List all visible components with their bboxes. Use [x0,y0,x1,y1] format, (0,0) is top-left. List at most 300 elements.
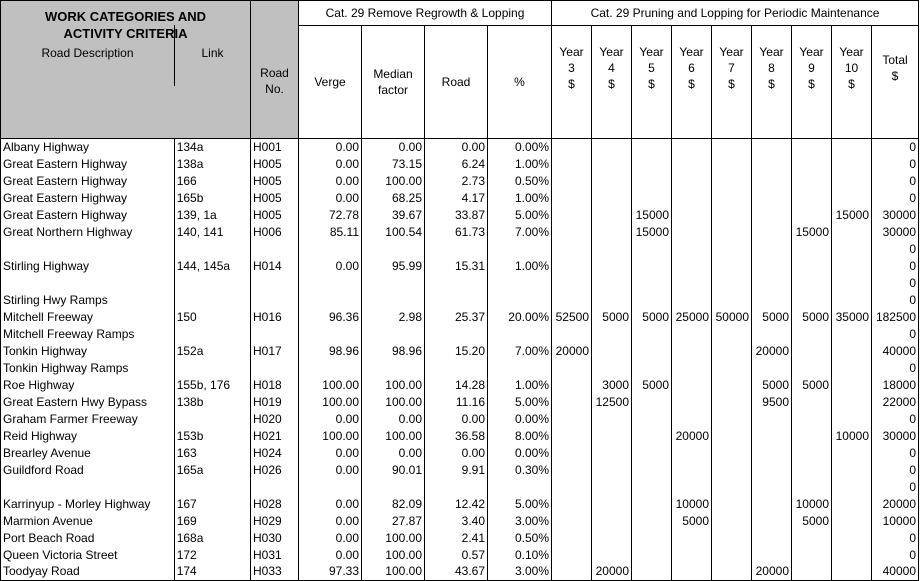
year-7-cell[interactable] [712,189,752,206]
year-10-cell[interactable] [832,512,872,529]
year-9-cell[interactable] [792,342,832,359]
road-cell[interactable]: 25.37 [425,308,488,325]
year-6-cell[interactable] [672,342,712,359]
year-10-cell[interactable] [832,495,872,512]
year-6-cell[interactable] [672,359,712,376]
year-9-cell[interactable] [792,172,832,189]
total-cell[interactable]: 30000 [872,427,919,444]
year-4-cell[interactable] [592,291,632,308]
year-3-cell[interactable] [552,138,592,155]
year-7-cell[interactable] [712,155,752,172]
percent-cell[interactable]: 0.00% [488,444,552,461]
year-8-cell[interactable] [752,223,792,240]
road-cell[interactable] [425,478,488,495]
road-no-cell[interactable]: H020 [251,410,299,427]
year-10-cell[interactable] [832,478,872,495]
road-cell[interactable]: 0.57 [425,546,488,563]
road-description-cell[interactable] [1,240,175,257]
verge-cell[interactable]: 0.00 [299,529,362,546]
year-9-cell[interactable]: 5000 [792,308,832,325]
link-cell[interactable]: 165b [174,189,250,206]
road-description-cell[interactable]: Great Northern Highway [1,223,175,240]
year-4-cell[interactable] [592,240,632,257]
total-cell[interactable]: 18000 [872,376,919,393]
year-4-cell[interactable]: 3000 [592,376,632,393]
year-10-cell[interactable] [832,257,872,274]
road-cell[interactable]: 4.17 [425,189,488,206]
link-cell[interactable]: 174 [174,563,250,580]
year-4-cell[interactable] [592,461,632,478]
year-6-cell[interactable]: 20000 [672,427,712,444]
link-cell[interactable]: 168a [174,529,250,546]
year-8-cell[interactable]: 5000 [752,376,792,393]
year-7-cell[interactable] [712,223,752,240]
year-4-cell[interactable] [592,410,632,427]
year-3-cell[interactable] [552,274,592,291]
road-cell[interactable]: 2.41 [425,529,488,546]
year-9-cell[interactable] [792,393,832,410]
year-5-cell[interactable] [632,512,672,529]
link-cell[interactable] [174,291,250,308]
year-6-cell[interactable] [672,189,712,206]
link-cell[interactable]: 153b [174,427,250,444]
year-4-cell[interactable] [592,478,632,495]
year-3-cell[interactable] [552,495,592,512]
road-cell[interactable]: 15.31 [425,257,488,274]
total-cell[interactable]: 0 [872,444,919,461]
road-no-cell[interactable]: H029 [251,512,299,529]
percent-cell[interactable]: 0.00% [488,410,552,427]
median-factor-cell[interactable]: 82.09 [362,495,425,512]
year-3-cell[interactable] [552,529,592,546]
year-4-cell[interactable] [592,529,632,546]
year-10-cell[interactable] [832,342,872,359]
year-7-cell[interactable] [712,529,752,546]
median-factor-cell[interactable]: 100.00 [362,172,425,189]
total-cell[interactable]: 40000 [872,563,919,580]
verge-cell[interactable]: 0.00 [299,155,362,172]
year-5-cell[interactable] [632,240,672,257]
year-6-cell[interactable]: 10000 [672,495,712,512]
year-3-cell[interactable]: 20000 [552,342,592,359]
year-8-cell[interactable] [752,172,792,189]
year-4-cell[interactable] [592,444,632,461]
year-10-cell[interactable]: 15000 [832,206,872,223]
link-cell[interactable]: 150 [174,308,250,325]
road-description-cell[interactable]: Albany Highway [1,138,175,155]
verge-cell[interactable]: 0.00 [299,257,362,274]
percent-cell[interactable]: 0.00% [488,138,552,155]
year-6-cell[interactable]: 5000 [672,512,712,529]
year-9-cell[interactable] [792,563,832,580]
year-3-cell[interactable] [552,223,592,240]
year-8-cell[interactable] [752,274,792,291]
year-6-cell[interactable] [672,393,712,410]
year-6-cell[interactable] [672,410,712,427]
road-no-cell[interactable]: H005 [251,172,299,189]
total-cell[interactable]: 30000 [872,223,919,240]
road-description-cell[interactable] [1,478,175,495]
median-factor-cell[interactable]: 95.99 [362,257,425,274]
link-cell[interactable] [174,359,250,376]
percent-cell[interactable]: 1.00% [488,155,552,172]
year-10-cell[interactable] [832,325,872,342]
road-cell[interactable]: 2.73 [425,172,488,189]
median-factor-cell[interactable] [362,274,425,291]
year-6-cell[interactable] [672,240,712,257]
road-cell[interactable]: 61.73 [425,223,488,240]
verge-cell[interactable]: 0.00 [299,138,362,155]
percent-cell[interactable]: 7.00% [488,223,552,240]
percent-cell[interactable]: 8.00% [488,427,552,444]
road-description-cell[interactable]: Tonkin Highway [1,342,175,359]
total-cell[interactable]: 0 [872,410,919,427]
year-10-cell[interactable] [832,444,872,461]
total-cell[interactable]: 0 [872,461,919,478]
road-no-cell[interactable]: H031 [251,546,299,563]
year-4-cell[interactable] [592,325,632,342]
year-8-cell[interactable] [752,206,792,223]
year-5-cell[interactable] [632,325,672,342]
link-cell[interactable]: 138a [174,155,250,172]
year-7-cell[interactable] [712,410,752,427]
year-4-cell[interactable]: 5000 [592,308,632,325]
road-description-cell[interactable]: Marmion Avenue [1,512,175,529]
year-5-cell[interactable] [632,495,672,512]
year-9-cell[interactable] [792,240,832,257]
link-cell[interactable]: 140, 141 [174,223,250,240]
year-6-cell[interactable] [672,563,712,580]
year-3-cell[interactable] [552,155,592,172]
road-description-cell[interactable]: Port Beach Road [1,529,175,546]
road-no-cell[interactable] [251,478,299,495]
year-10-cell[interactable] [832,461,872,478]
verge-cell[interactable]: 0.00 [299,410,362,427]
year-10-cell[interactable] [832,546,872,563]
year-7-cell[interactable] [712,444,752,461]
year-9-cell[interactable] [792,325,832,342]
year-6-cell[interactable] [672,291,712,308]
year-9-cell[interactable]: 10000 [792,495,832,512]
percent-cell[interactable]: 1.00% [488,376,552,393]
year-7-cell[interactable] [712,138,752,155]
year-6-cell[interactable] [672,461,712,478]
year-4-cell[interactable] [592,359,632,376]
year-10-cell[interactable] [832,376,872,393]
total-cell[interactable]: 20000 [872,495,919,512]
median-factor-cell[interactable]: 100.00 [362,546,425,563]
road-cell[interactable]: 14.28 [425,376,488,393]
year-10-cell[interactable]: 10000 [832,427,872,444]
year-9-cell[interactable] [792,291,832,308]
link-cell[interactable]: 139, 1a [174,206,250,223]
year-9-cell[interactable] [792,444,832,461]
year-4-cell[interactable] [592,257,632,274]
year-5-cell[interactable] [632,291,672,308]
road-no-cell[interactable]: H019 [251,393,299,410]
median-factor-cell[interactable]: 0.00 [362,138,425,155]
year-5-cell[interactable] [632,138,672,155]
percent-cell[interactable]: 3.00% [488,512,552,529]
road-description-cell[interactable]: Great Eastern Hwy Bypass [1,393,175,410]
road-description-cell[interactable]: Mitchell Freeway [1,308,175,325]
total-cell[interactable]: 0 [872,172,919,189]
road-cell[interactable] [425,291,488,308]
link-cell[interactable]: 167 [174,495,250,512]
road-cell[interactable] [425,359,488,376]
year-10-cell[interactable] [832,529,872,546]
road-description-cell[interactable]: Stirling Hwy Ramps [1,291,175,308]
year-3-cell[interactable] [552,563,592,580]
road-no-cell[interactable]: H001 [251,138,299,155]
road-description-cell[interactable] [1,274,175,291]
year-3-cell[interactable] [552,393,592,410]
percent-cell[interactable]: 0.30% [488,461,552,478]
median-factor-cell[interactable]: 68.25 [362,189,425,206]
year-4-cell[interactable] [592,274,632,291]
verge-cell[interactable]: 100.00 [299,376,362,393]
year-9-cell[interactable] [792,461,832,478]
link-cell[interactable]: 169 [174,512,250,529]
median-factor-cell[interactable]: 27.87 [362,512,425,529]
road-cell[interactable] [425,325,488,342]
year-6-cell[interactable] [672,138,712,155]
median-factor-cell[interactable]: 90.01 [362,461,425,478]
road-cell[interactable]: 0.00 [425,410,488,427]
year-3-cell[interactable] [552,325,592,342]
median-factor-cell[interactable] [362,240,425,257]
year-9-cell[interactable] [792,546,832,563]
road-no-cell[interactable]: H018 [251,376,299,393]
road-no-cell[interactable]: H005 [251,155,299,172]
total-cell[interactable]: 182500 [872,308,919,325]
year-5-cell[interactable] [632,274,672,291]
year-4-cell[interactable] [592,427,632,444]
year-8-cell[interactable] [752,291,792,308]
year-7-cell[interactable] [712,342,752,359]
year-3-cell[interactable] [552,257,592,274]
verge-cell[interactable] [299,478,362,495]
year-8-cell[interactable] [752,359,792,376]
year-5-cell[interactable] [632,410,672,427]
road-no-cell[interactable] [251,274,299,291]
year-5-cell[interactable] [632,257,672,274]
median-factor-cell[interactable]: 100.00 [362,393,425,410]
road-no-cell[interactable]: H028 [251,495,299,512]
total-cell[interactable]: 0 [872,546,919,563]
road-no-cell[interactable]: H024 [251,444,299,461]
road-no-cell[interactable] [251,240,299,257]
year-7-cell[interactable] [712,291,752,308]
percent-cell[interactable]: 1.00% [488,257,552,274]
percent-cell[interactable]: 20.00% [488,308,552,325]
median-factor-cell[interactable]: 100.00 [362,376,425,393]
year-4-cell[interactable] [592,495,632,512]
year-8-cell[interactable] [752,427,792,444]
link-cell[interactable]: 155b, 176 [174,376,250,393]
year-3-cell[interactable] [552,512,592,529]
year-6-cell[interactable] [672,206,712,223]
year-8-cell[interactable] [752,240,792,257]
year-3-cell[interactable] [552,189,592,206]
road-no-cell[interactable]: H030 [251,529,299,546]
year-5-cell[interactable] [632,155,672,172]
year-3-cell[interactable] [552,172,592,189]
road-no-cell[interactable] [251,359,299,376]
percent-cell[interactable] [488,478,552,495]
road-no-cell[interactable]: H014 [251,257,299,274]
road-cell[interactable]: 36.58 [425,427,488,444]
link-cell[interactable]: 165a [174,461,250,478]
year-7-cell[interactable] [712,376,752,393]
road-no-cell[interactable]: H006 [251,223,299,240]
total-cell[interactable]: 22000 [872,393,919,410]
year-9-cell[interactable]: 5000 [792,376,832,393]
total-cell[interactable]: 0 [872,359,919,376]
year-10-cell[interactable] [832,189,872,206]
link-cell[interactable]: 163 [174,444,250,461]
median-factor-cell[interactable]: 73.15 [362,155,425,172]
year-9-cell[interactable] [792,257,832,274]
year-6-cell[interactable] [672,478,712,495]
total-cell[interactable]: 40000 [872,342,919,359]
year-8-cell[interactable]: 5000 [752,308,792,325]
total-cell[interactable]: 0 [872,325,919,342]
percent-cell[interactable]: 5.00% [488,393,552,410]
link-cell[interactable] [174,240,250,257]
year-9-cell[interactable] [792,138,832,155]
year-9-cell[interactable] [792,478,832,495]
percent-cell[interactable]: 3.00% [488,563,552,580]
year-8-cell[interactable]: 9500 [752,393,792,410]
year-7-cell[interactable] [712,512,752,529]
total-cell[interactable]: 0 [872,529,919,546]
median-factor-cell[interactable]: 0.00 [362,444,425,461]
link-cell[interactable]: 144, 145a [174,257,250,274]
percent-cell[interactable]: 7.00% [488,342,552,359]
percent-cell[interactable] [488,274,552,291]
road-no-cell[interactable]: H033 [251,563,299,580]
year-7-cell[interactable] [712,478,752,495]
year-8-cell[interactable] [752,478,792,495]
year-9-cell[interactable] [792,155,832,172]
year-10-cell[interactable]: 35000 [832,308,872,325]
year-3-cell[interactable] [552,206,592,223]
year-8-cell[interactable] [752,257,792,274]
road-description-cell[interactable]: Great Eastern Highway [1,172,175,189]
year-7-cell[interactable]: 50000 [712,308,752,325]
link-cell[interactable]: 134a [174,138,250,155]
year-4-cell[interactable] [592,189,632,206]
year-10-cell[interactable] [832,138,872,155]
verge-cell[interactable]: 0.00 [299,172,362,189]
verge-cell[interactable]: 0.00 [299,495,362,512]
year-8-cell[interactable] [752,529,792,546]
year-8-cell[interactable]: 20000 [752,563,792,580]
total-cell[interactable]: 0 [872,155,919,172]
year-10-cell[interactable] [832,223,872,240]
road-cell[interactable]: 11.16 [425,393,488,410]
year-7-cell[interactable] [712,461,752,478]
year-3-cell[interactable] [552,461,592,478]
percent-cell[interactable] [488,359,552,376]
year-7-cell[interactable] [712,172,752,189]
verge-cell[interactable]: 0.00 [299,546,362,563]
year-3-cell[interactable]: 52500 [552,308,592,325]
median-factor-cell[interactable]: 100.00 [362,563,425,580]
link-cell[interactable]: 166 [174,172,250,189]
verge-cell[interactable]: 100.00 [299,427,362,444]
year-7-cell[interactable] [712,546,752,563]
year-7-cell[interactable] [712,427,752,444]
year-7-cell[interactable] [712,563,752,580]
total-cell[interactable]: 10000 [872,512,919,529]
year-9-cell[interactable] [792,410,832,427]
year-5-cell[interactable] [632,444,672,461]
verge-cell[interactable]: 85.11 [299,223,362,240]
road-description-cell[interactable]: Brearley Avenue [1,444,175,461]
year-8-cell[interactable] [752,444,792,461]
median-factor-cell[interactable] [362,325,425,342]
year-5-cell[interactable] [632,393,672,410]
year-5-cell[interactable]: 15000 [632,206,672,223]
year-5-cell[interactable] [632,546,672,563]
year-4-cell[interactable]: 12500 [592,393,632,410]
road-description-cell[interactable]: Tonkin Highway Ramps [1,359,175,376]
road-cell[interactable]: 0.00 [425,138,488,155]
year-5-cell[interactable] [632,359,672,376]
year-7-cell[interactable] [712,257,752,274]
year-5-cell[interactable] [632,189,672,206]
year-10-cell[interactable] [832,172,872,189]
road-cell[interactable] [425,274,488,291]
year-4-cell[interactable] [592,223,632,240]
verge-cell[interactable]: 97.33 [299,563,362,580]
verge-cell[interactable] [299,291,362,308]
percent-cell[interactable] [488,291,552,308]
year-8-cell[interactable] [752,325,792,342]
year-6-cell[interactable] [672,257,712,274]
median-factor-cell[interactable]: 39.67 [362,206,425,223]
year-4-cell[interactable] [592,155,632,172]
year-5-cell[interactable] [632,478,672,495]
link-cell[interactable]: 152a [174,342,250,359]
year-6-cell[interactable]: 25000 [672,308,712,325]
road-no-cell[interactable] [251,325,299,342]
percent-cell[interactable]: 1.00% [488,189,552,206]
median-factor-cell[interactable]: 98.96 [362,342,425,359]
road-description-cell[interactable]: Guildford Road [1,461,175,478]
year-6-cell[interactable] [672,274,712,291]
link-cell[interactable] [174,478,250,495]
verge-cell[interactable]: 0.00 [299,444,362,461]
year-4-cell[interactable] [592,138,632,155]
road-cell[interactable] [425,240,488,257]
verge-cell[interactable]: 72.78 [299,206,362,223]
year-9-cell[interactable] [792,274,832,291]
road-description-cell[interactable]: Mitchell Freeway Ramps [1,325,175,342]
year-10-cell[interactable] [832,240,872,257]
verge-cell[interactable] [299,240,362,257]
total-cell[interactable]: 0 [872,240,919,257]
year-5-cell[interactable] [632,172,672,189]
verge-cell[interactable]: 0.00 [299,189,362,206]
year-8-cell[interactable] [752,512,792,529]
year-8-cell[interactable] [752,546,792,563]
verge-cell[interactable] [299,325,362,342]
year-4-cell[interactable] [592,546,632,563]
year-8-cell[interactable] [752,495,792,512]
